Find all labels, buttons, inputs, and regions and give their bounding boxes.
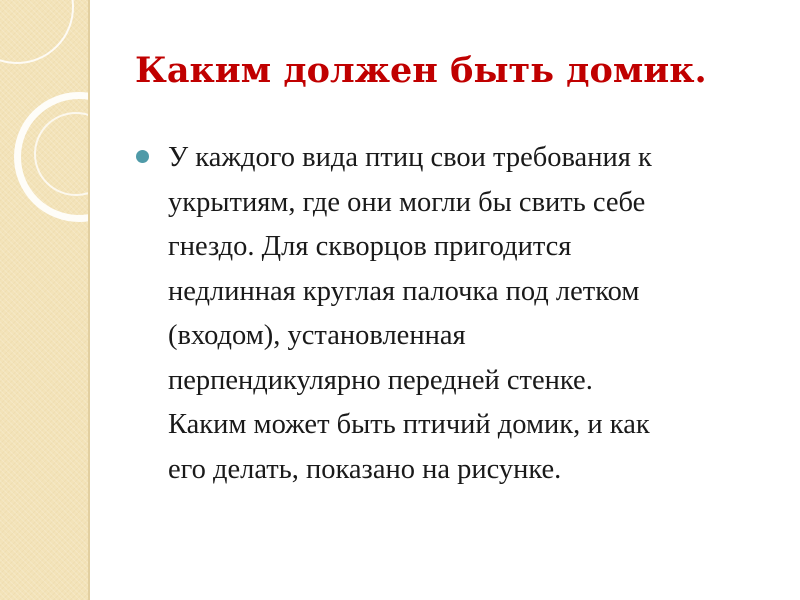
side-panel-divider [88,0,90,600]
bullet-dot-icon [136,150,149,163]
bullet-list [134,136,784,492]
bullet-text: У каждого вида птиц свои требования к укрытиям, где они могли бы свить себе гнездо. Для скворцов пригодится недлинная круглая палочка под летком (входом), установленная перпендикулярно передней стенке. Каким может быть птичий домик, и как его делать, показано на рисунке. [168,142,652,485]
decorative-ring-icon [0,0,74,64]
slide-title: Каким должен быть домик. [135,50,707,91]
decorative-side-panel [0,0,88,600]
bullet-item [134,136,784,492]
